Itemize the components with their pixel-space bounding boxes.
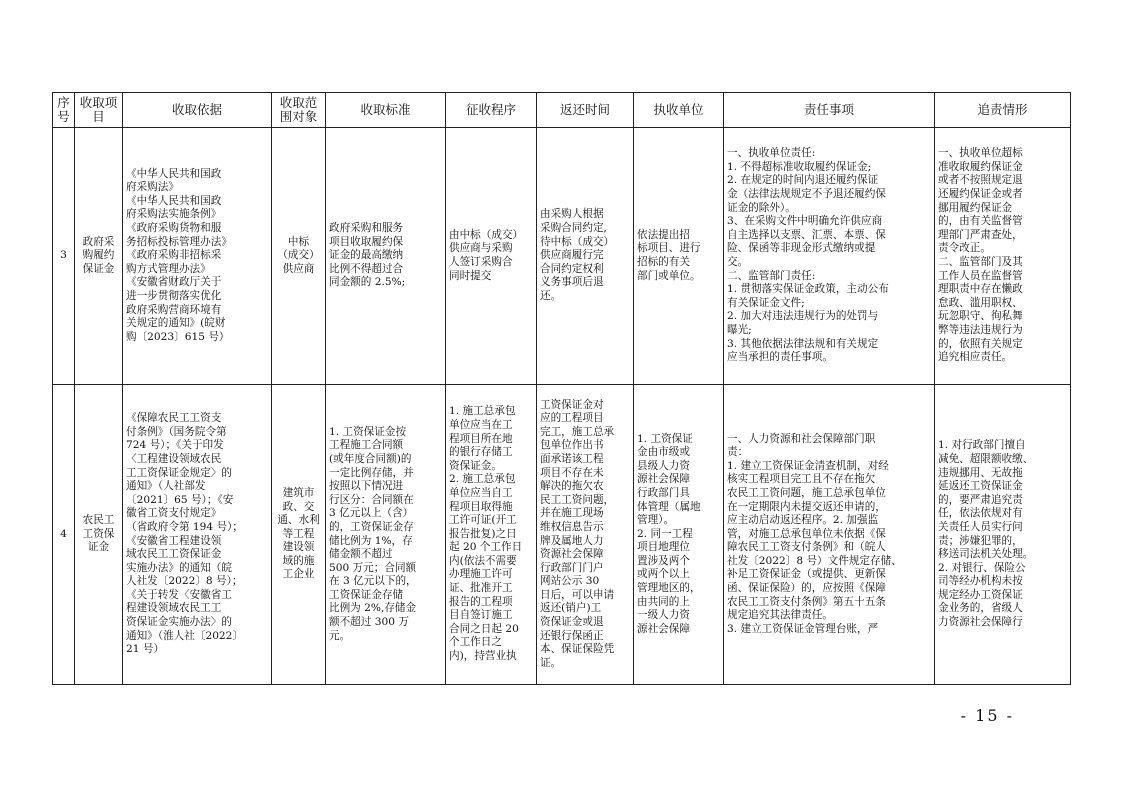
cell-line: 完工，施工总承 (540, 425, 615, 438)
cell-line: 牌及属地人力 (540, 534, 604, 547)
cell-line: 建筑市 (282, 486, 315, 499)
cell-line: 1. 对行政部门擅自 (938, 439, 1026, 452)
cell-line: 自主选择以支票、汇票、本票、保 (727, 228, 886, 241)
cell-line: 内)，持营业执 (449, 650, 517, 663)
cell-line: 供应商 (282, 262, 315, 275)
cell-line: 《中华人民共和国政 (126, 194, 222, 207)
header-item: 收取项目 (75, 93, 123, 128)
cell-unit (634, 385, 724, 685)
cell-line: 一、人力资源和社会保障部门职 (727, 432, 876, 445)
cell-line: 或者不按照规定退 (938, 174, 1023, 187)
cell-line: 按照以下情况进 (329, 480, 404, 493)
cell-line: 21 号） (126, 643, 165, 656)
header-procedure: 征收程序 (446, 93, 537, 128)
cell-line: 2. 同一工程 (637, 527, 693, 540)
cell-line: 2. 在规定的时间内退还履约保证 (727, 174, 879, 187)
cell-line: 购方式管理办法》 (126, 262, 211, 275)
cell-line: 徽省工资支付规定》 (126, 507, 222, 520)
cell-line: 报告的工程项 (449, 595, 513, 608)
cell-line: 延返还工资保证金 (938, 480, 1023, 493)
header-unit: 执收单位 (634, 93, 724, 128)
cell-line: 项目收取履约保 (329, 235, 404, 248)
cell-line: 的，依照有关规定 (938, 337, 1023, 350)
cell-line: 体管理（属地 (637, 500, 701, 513)
cell-line: 《保障农民工工资支 (126, 412, 222, 425)
cell-line: 资保证金。 (449, 459, 502, 472)
cell-line: 解决的拖欠农 (540, 480, 604, 493)
cell-procedure (446, 385, 537, 685)
cell-line: 证、批准开工 (449, 582, 513, 595)
cell-line: 工资保证金对 (540, 398, 604, 411)
cell-line: 实施办法》的通知（皖 (126, 561, 232, 574)
cell-line: 理部门严肃查处， (938, 228, 1023, 241)
cell-line: 《安徽省财政厅关于 (126, 276, 222, 289)
cell-line: 在 3 亿元以下的， (329, 575, 417, 588)
header-return-time: 返还时间 (537, 93, 634, 128)
cell-line: 并在施工现场 (540, 507, 604, 520)
cell-line: 储比例为 1%，存 (329, 534, 413, 547)
cell-line: 核实工程项目完工且不存在拖欠 (727, 473, 876, 486)
cell-line: 《政府采购非招标采 (126, 249, 222, 262)
cell-scope (272, 128, 326, 385)
cell-line: 由采购人根据 (540, 208, 604, 221)
cell-line: 工资保证金存储 (329, 588, 404, 601)
cell-line: 民工工资问题， (540, 493, 615, 506)
cell-line: 工企业 (282, 568, 315, 581)
cell-line: 合同约定权利 (540, 262, 604, 275)
cell-line: 的，由有关监督管 (938, 215, 1023, 228)
cell-line: 标项目、进行 (637, 242, 701, 255)
header-basis: 收取依据 (123, 93, 272, 128)
cell-line: 〔2021〕65 号）；《安 (126, 493, 234, 506)
cell-line: 函、保证保险）的，应按照《保障 (727, 582, 886, 595)
header-accountability: 追责情形 (935, 93, 1071, 128)
cell-line: 还。 (540, 289, 562, 302)
cell-line: 内(依法不需要 (449, 554, 517, 567)
table-row (53, 128, 1071, 385)
cell-line: 资源社会保障 (540, 548, 604, 561)
cell-seq: 4 (53, 385, 75, 685)
cell-line: 程项目取得施 (449, 500, 513, 513)
cell-line: 500 万元；合同额 (329, 561, 417, 574)
cell-line: 资保证金实施办法〉的 (126, 616, 232, 629)
cell-item: 农民工工资保证金 (75, 385, 123, 685)
cell-line: 工程施工合同额 (329, 439, 404, 452)
cell-line: 应主动启动返还程序。2. 加强监 (727, 514, 879, 527)
cell-line: 项目不存在未 (540, 466, 604, 479)
cell-line: 金（法律法规规定不予退还履约保 (727, 188, 886, 201)
cell-line: 资保证金或退 (540, 616, 604, 629)
cell-line: 一级人力资 (637, 609, 690, 622)
cell-line: 的，要严肃追究责 (938, 493, 1023, 506)
cell-line: 违规挪用、无故拖 (938, 466, 1023, 479)
cell-line: 政、交 (282, 500, 315, 513)
cell-line: 二、监管部门及其 (938, 256, 1023, 268)
cell-line: 在一定期限内未提交返还申请的， (727, 500, 886, 513)
cell-line: 责令改正。 (938, 242, 991, 255)
cell-line: 维权信息告示 (540, 520, 604, 533)
cell-line: 怠政、滥用职权、 (938, 296, 1023, 309)
cell-line: 行政部门具 (637, 486, 690, 499)
cell-line: 1. 建立工资保证金清查机制，对经 (727, 459, 889, 472)
cell-line: 社发〔2022〕8 号）文件规定存储、 (727, 554, 902, 567)
cell-line: 还履约保证金或者 (938, 188, 1023, 201)
cell-procedure (446, 128, 537, 385)
cell-line: 724 号）；《关于印发 (126, 439, 224, 452)
cell-line: （成交） (277, 249, 320, 262)
cell-line: 由共同的上 (637, 595, 690, 608)
cell-line: 障农民工工资支付条例》和（皖人 (727, 541, 886, 554)
cell-line: 政府采购和服务 (329, 222, 404, 235)
cell-line: 义务事项后退 (540, 276, 604, 289)
cell-line: 进一步贯彻落实优化 (126, 289, 222, 302)
cell-line: 比例不得超过合 (329, 262, 404, 275)
cell-line: 包单位作出书 (540, 439, 604, 452)
cell-line: 程项目所在地 (449, 432, 513, 445)
cell-line: 关规定的通知》(皖财 (126, 317, 226, 330)
cell-line: 由中标（成交） (449, 228, 524, 241)
cell-line: 1. 工资保证 (637, 432, 693, 445)
cell-line: 网站公示 30 (540, 575, 600, 588)
cell-line: 单位应当在工 (449, 418, 513, 431)
cell-line: 通知》（淮人社〔2022〕 (126, 629, 244, 642)
cell-line: 应当承担的责任事项。 (727, 351, 833, 364)
cell-line: 的，工资保证金存 (329, 520, 414, 533)
cell-line: 府采购法实施条例》 (126, 208, 222, 221)
cell-line: 证金的除外）。 (727, 201, 796, 214)
page-number: - 15 - (960, 706, 1014, 725)
cell-line: 工作人员在监督管 (938, 269, 1023, 282)
cell-return-time (537, 128, 634, 385)
cell-line: 弊等违法违规行为 (938, 323, 1023, 336)
cell-line: 办理施工许可 (449, 568, 513, 581)
cell-accountability (935, 385, 1071, 685)
cell-line: 曝光; (727, 323, 752, 336)
cell-return-time (537, 385, 634, 685)
cell-line: (或年度合同额)的 (329, 452, 412, 465)
cell-line: 3. 建立工资保证金管理台账，严 (727, 622, 879, 635)
cell-line: 交。 (727, 256, 749, 268)
cell-line: 等工程 (282, 527, 315, 540)
header-responsibility: 责任事项 (724, 93, 935, 128)
cell-line: 程建设领域农民工工 (126, 602, 222, 615)
cell-item: 政府采购履约保证金 (75, 128, 123, 385)
cell-line: 农民工工资问题，施工总承包单位 (727, 486, 886, 499)
cell-line: 本、保证保险凭 (540, 643, 615, 656)
cell-line: 关责任人员实行问 (938, 520, 1023, 533)
cell-line: 移送司法机关处理。 (938, 548, 1034, 561)
cell-line: 金由市级或 (637, 446, 690, 459)
cell-line: 管理）。 (637, 514, 675, 527)
cell-line: 供应商履行完 (540, 249, 604, 262)
header-standard: 收取标准 (326, 93, 446, 128)
cell-line: 1. 工资保证金按 (329, 425, 407, 438)
cell-line: 3 亿元以上（含） (329, 507, 414, 520)
cell-line: 置涉及两个 (637, 554, 690, 567)
cell-line: 目自签订施工 (449, 609, 513, 622)
header-seq: 序号 (53, 93, 75, 128)
cell-line: 或两个以上 (637, 568, 690, 581)
cell-line: 减免、超限额收缴、 (938, 452, 1034, 465)
cell-line: 返还(销户)工 (540, 602, 602, 615)
cell-line: 规定追究其法律责任。 (727, 609, 833, 622)
cell-line: 务招标投标管理办法》 (126, 235, 232, 248)
cell-line: 工工资保证金规定〉的 (126, 466, 232, 479)
cell-line: 建设领 (282, 541, 315, 554)
cell-line: 一、执收单位超标 (938, 147, 1023, 160)
cell-responsibility (724, 128, 935, 385)
cell-line: 府采购法》 (126, 181, 179, 194)
cell-standard (326, 385, 446, 685)
cell-line: 供应商与采购 (449, 242, 513, 255)
cell-line: 元。 (329, 629, 351, 642)
cell-line: 玩忽职守、徇私舞 (938, 310, 1023, 323)
cell-line: 一定比例存储，并 (329, 466, 414, 479)
cell-line: 一、执收单位责任: (727, 147, 816, 160)
cell-line: 日后，可以申请 (540, 588, 615, 601)
cell-basis (123, 128, 272, 385)
cell-line: 《政府采购货物和服 (126, 222, 222, 235)
cell-line: 依法提出招 (637, 228, 690, 241)
cell-line: 力资源社会保障行 (938, 616, 1023, 629)
fee-table (52, 92, 1071, 685)
cell-line: 待中标（成交） (540, 235, 615, 248)
cell-line: 项目地理位 (637, 541, 690, 554)
cell-responsibility (724, 385, 935, 685)
cell-line: 起 20 个工作日 (449, 541, 523, 554)
cell-line: 1. 不得超标准收取履约保证金; (727, 160, 872, 173)
cell-line: 农民工工资支付条例》第五十五条 (727, 595, 886, 608)
cell-line: 证。 (540, 656, 562, 669)
cell-line: 个工作日之 (449, 636, 502, 649)
cell-line: 额不超过 300 万 (329, 616, 409, 629)
cell-line: 准收取履约保证金 (938, 160, 1023, 173)
cell-line: 金业务的，省级人 (938, 602, 1023, 615)
cell-line: 〈工程建设领域农民 (126, 452, 222, 465)
cell-line: 域的施 (282, 554, 315, 567)
cell-line: 工许可证(开工 (449, 514, 517, 527)
cell-line: 有关保证金文件; (727, 296, 805, 309)
cell-line: 人社发〔2022〕8 号）； (126, 575, 243, 588)
cell-standard (326, 128, 446, 385)
cell-line: 2. 对银行、保险公 (938, 561, 1026, 574)
cell-line: 挪用履约保证金 (938, 201, 1013, 214)
cell-line: 《关于转发〈安徽省工 (126, 588, 232, 601)
cell-line: 采购合同约定, (540, 222, 607, 235)
cell-line: 储金额不超过 (329, 548, 393, 561)
cell-line: 通、水利 (277, 514, 320, 527)
cell-line: 人签订采购合 (449, 256, 513, 268)
cell-line: 1. 贯彻落实保证金政策，主动公布 (727, 283, 889, 296)
cell-line: 1. 施工总承包 (449, 405, 516, 418)
cell-line: 行政部门门户 (540, 561, 604, 574)
cell-line: 险、保函等非现金形式缴纳或提 (727, 242, 876, 255)
cell-line: 报告批复)之日 (449, 527, 517, 540)
cell-line: 付条例》（国务院令第 (126, 425, 227, 438)
cell-line: 3. 其他依据法律法规和有关规定 (727, 337, 879, 350)
cell-line: 政府采购营商环境有 (126, 303, 222, 316)
cell-line: （省政府令第 194 号）； (126, 520, 243, 533)
cell-line: 二、监管部门责任: (727, 269, 816, 282)
cell-unit (634, 128, 724, 385)
cell-line: 比例为 2%,存储金 (329, 602, 417, 615)
cell-line: 面承诺该工程 (540, 452, 604, 465)
cell-line: 补足工资保证金（或提供、更新保 (727, 568, 886, 581)
cell-line: 3、在采购文件中明确允许供应商 (727, 215, 883, 228)
cell-line: 通知》（人社部发 (126, 480, 206, 493)
cell-scope (272, 385, 326, 685)
cell-line: 司等经办机构未按 (938, 575, 1023, 588)
cell-line: 行区分：合同额在 (329, 493, 414, 506)
table-row (53, 385, 1071, 685)
cell-line: 2. 施工总承包 (449, 473, 516, 486)
cell-line: 任，依法依规对有 (938, 507, 1023, 520)
cell-line: 管，对施工总承包单位未依据《保 (727, 527, 886, 540)
cell-line: 应的工程项目 (540, 412, 604, 425)
cell-line: 县级人力资 (637, 459, 690, 472)
cell-line: 合同之日起 20 (449, 622, 519, 635)
cell-line: 2. 加大对违法违规行为的处罚与 (727, 310, 879, 323)
cell-line: 域农民工工资保证金 (126, 548, 222, 561)
cell-line: 同金额的 2.5%; (329, 276, 406, 289)
header-scope: 收取范围对象 (272, 93, 326, 128)
cell-line: 证金的最高缴纳 (329, 249, 404, 262)
cell-line: 追究相应责任。 (938, 351, 1013, 364)
cell-line: 规定经办工资保证 (938, 588, 1023, 601)
cell-line: 《中华人民共和国政 (126, 167, 222, 180)
cell-line: 还银行保函正 (540, 629, 604, 642)
header-row (53, 93, 1071, 128)
cell-line: 管理地区的， (637, 582, 701, 595)
cell-line: 责；涉嫌犯罪的， (938, 534, 1023, 547)
cell-line: 的银行存储工 (449, 446, 513, 459)
cell-line: 源社会保障 (637, 622, 690, 635)
cell-line: 单位应当自工 (449, 486, 513, 499)
cell-line: 部门或单位。 (637, 269, 701, 282)
cell-line: 招标的有关 (637, 256, 690, 268)
cell-line: 购〔2023〕615 号） (126, 330, 230, 343)
cell-line: 责： (727, 446, 749, 459)
cell-basis (123, 385, 272, 685)
cell-line: 中标 (287, 235, 310, 248)
cell-line: 同时提交 (449, 269, 492, 282)
cell-seq: 3 (53, 128, 75, 385)
cell-accountability (935, 128, 1071, 385)
cell-line: 源社会保障 (637, 473, 690, 486)
cell-line: 理职责中存在懒政 (938, 283, 1023, 296)
cell-line: 《安徽省工程建设领 (126, 534, 222, 547)
